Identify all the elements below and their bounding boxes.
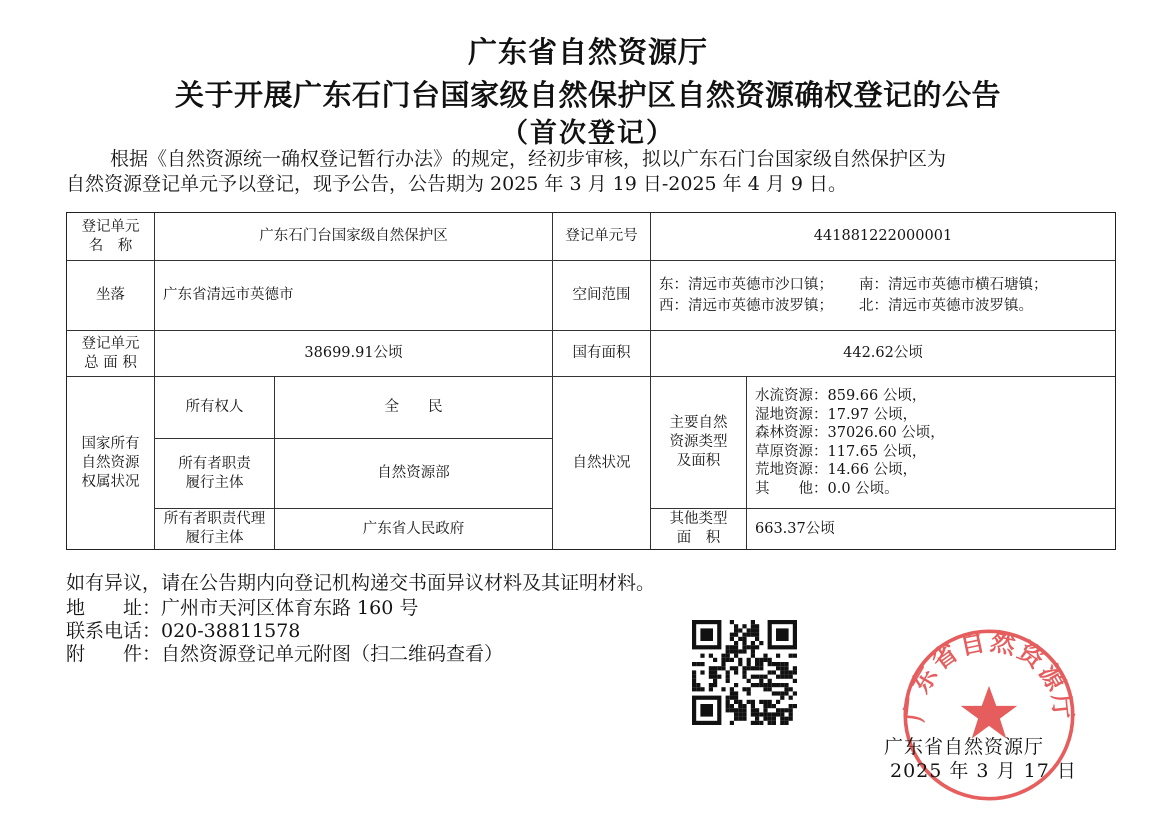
label-line: 总 面 积 (84, 354, 137, 371)
ownership-label (67, 377, 155, 549)
range-label: 空间范围 (553, 261, 651, 331)
unit-no-label: 登记单元号 (553, 213, 651, 261)
label-line: 主要自然 (669, 415, 728, 431)
label-line: 其他类型 (669, 511, 728, 527)
label-line: 权属状况 (81, 473, 140, 490)
attachment-line: 附 件：自然资源登记单元附图（扫二维码查看） (66, 643, 504, 665)
area-label (67, 331, 155, 377)
resource-item: 草原资源：117.65 公顷， (755, 443, 927, 460)
label-line: 自然资源 (81, 454, 140, 471)
duty-label (155, 439, 275, 509)
state-area-value: 442.62公顷 (651, 331, 1115, 377)
phone-line: 联系电话：020-38811578 (66, 620, 301, 642)
objection-note: 如有异议，请在公告期内向登记机构递交书面异议材料及其证明材料。 (66, 572, 656, 594)
agent-label (155, 509, 275, 549)
location-label: 坐落 (67, 261, 155, 331)
label-line: 登记单元 (81, 335, 140, 352)
signature-org: 广东省自然资源厅 (884, 736, 1045, 758)
page-subtitle-note: （首次登记） (501, 118, 675, 149)
other-label (651, 509, 747, 549)
page-subtitle: 关于开展广东石门台国家级自然保护区自然资源确权登记的公告 (174, 78, 1001, 112)
resource-item: 湿地资源：17.97 公顷， (755, 406, 918, 423)
nature-label: 自然状况 (553, 377, 651, 549)
owner-value: 全 民 (275, 377, 553, 439)
resources-list (747, 377, 1115, 509)
area-value: 38699.91公顷 (155, 331, 553, 377)
range-north: 北：清远市英德市波罗镇。 (859, 297, 1033, 314)
label-line: 履行主体 (185, 530, 244, 546)
unit-name-label (67, 213, 155, 261)
seal-text: 广东省自然资源厅 (899, 626, 1079, 724)
resource-item: 森林资源：37026.60 公顷， (755, 425, 945, 441)
resource-item: 水流资源：859.66 公顷， (755, 388, 927, 404)
label-line: 履行主体 (185, 474, 244, 491)
main-types-label (651, 377, 747, 509)
label-line: 登记单元 (81, 218, 140, 235)
label-line: 资源类型 (669, 434, 728, 450)
signature-date: 2025 年 3 月 17 日 (890, 760, 1077, 782)
other-value: 663.37公顷 (755, 520, 835, 537)
location-value: 广东省清远市英德市 (155, 261, 553, 331)
label-line: 国家所有 (81, 435, 140, 452)
label-line: 面 积 (676, 530, 721, 546)
range-south: 南：清远市英德市横石塘镇； (859, 276, 1048, 293)
resource-item: 其 他：0.0 公顷。 (755, 480, 899, 497)
unit-name-value: 广东石门台国家级自然保护区 (155, 213, 553, 261)
intro-line-2: 自然资源登记单元予以登记，现予公告，公告期为 2025 年 3 月 19 日-2025 年 4 月 9 日。 (66, 173, 848, 195)
duty-value: 自然资源部 (275, 439, 553, 509)
intro-line-1: 根据《自然资源统一确权登记暂行办法》的规定，经初步审核，拟以广东石门台国家级自然保护区为 (110, 148, 947, 170)
label-line: 所有者职责 (178, 455, 251, 472)
label-line: 所有者职责代理 (163, 511, 266, 527)
address-line: 地 址：广州市天河区体育东路 160 号 (66, 597, 419, 619)
agent-value: 广东省人民政府 (275, 509, 553, 549)
owner-label: 所有权人 (155, 377, 275, 439)
page-title: 广东省自然资源厅 (467, 35, 708, 69)
resource-item: 荒地资源：14.66 公顷， (755, 462, 918, 478)
range-east: 东：清远市英德市沙口镇； (659, 276, 833, 293)
range-west: 西：清远市英德市波罗镇； (659, 297, 833, 314)
label-line: 及面积 (676, 453, 721, 469)
label-line: 名 称 (88, 237, 133, 254)
range-value (651, 261, 1115, 331)
registration-table (66, 212, 1116, 550)
unit-no-value: 441881222000001 (651, 213, 1115, 261)
qr-code-icon[interactable] (692, 620, 797, 725)
state-area-label: 国有面积 (553, 331, 651, 377)
